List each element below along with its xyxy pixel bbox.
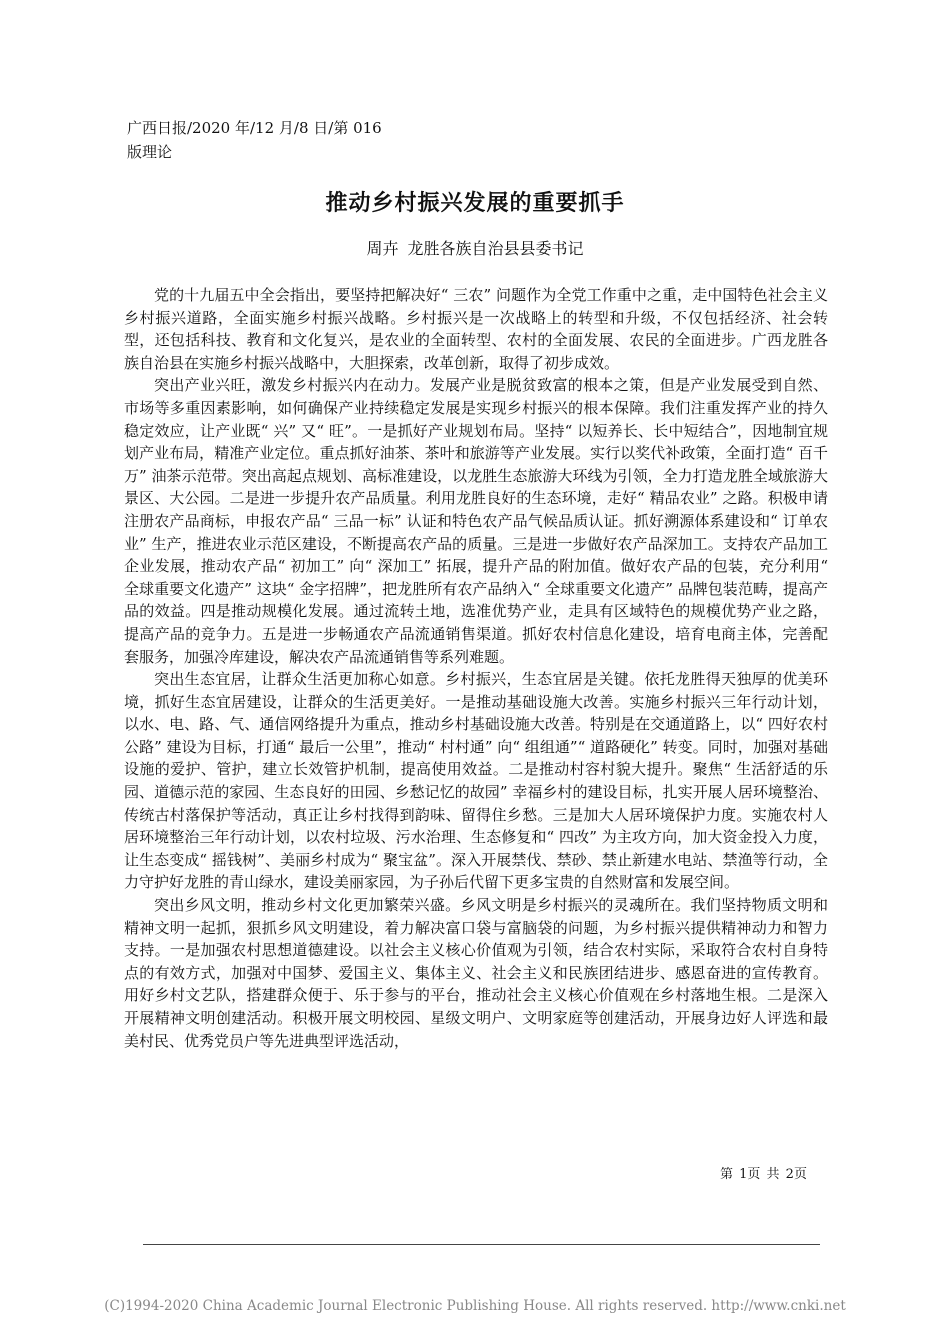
paragraph: 突出产业兴旺，激发乡村振兴内在动力。发展产业是脱贫致富的根本之策，但是产业发展受到自然、市场等多重因素影响，如何确保产业持续稳定发展是实现乡村振兴的根本保障。我们注重发挥产业的持久稳定效应，让产业既“ 兴” 又“ 旺”。一是抓好产业规划布局。坚持“ 以短养长、长中短结合”，因地制宜规划产业布局，精准产业定位。重点抓好油茶、茶叶和旅游等产业发展。实行以奖代补政策，全面打造“ 百千万” 油茶示范带。突出高起点规划、高标准建设，以龙胜生态旅游大环线为引领，全力打造龙胜全域旅游大景区、大公园。二是进一步提升农产品质量。利用龙胜良好的生态环境，走好“ 精品农业” 之路。积极申请注册农产品商标，申报农产品“ 三品一标” 认证和特色农产品气候品质认证。抓好溯源体系建设和“ 订单农业” 生产，推进农业示范区建设，不断提高农产品的质量。三是进一步做好农产品深加工。支持农产品加工企业发展，推动农产品“ 初加工” 向“ 深加工” 拓展，提升产品的附加值。做好农产品的包装，充分利用“ 全球重要文化遗产” 这块“ 金字招牌”，把龙胜所有农产品纳入“ 全球重要文化遗产” 品牌包装范畴，提高产品的效益。四是推动规模化发展。通过流转土地，选准优势产业，走具有区域特色的规模优势产业之路，提高产品的竞争力。五是进一步畅通农产品流通销售渠道。抓好农村信息化建设，培育电商主体，完善配套服务，加强冷库建设，解决农产品流通销售等系列难题。: [124, 376, 828, 666]
paragraph: 突出乡风文明，推动乡村文化更加繁荣兴盛。乡风文明是乡村振兴的灵魂所在。我们坚持物质文明和精神文明一起抓，狠抓乡风文明建设，着力解决富口袋与富脑袋的问题，为乡村振兴提供精神动力和智力支持。一是加强农村思想道德建设。以社会主义核心价值观为引领，结合农村实际，采取符合农村自身特点的有效方式，加强对中国梦、爱国主义、集体主义、社会主义和民族团结进步、感恩奋进的宣传教育。用好乡村文艺队，搭建群众便于、乐于参与的平台，推动社会主义核心价值观在乡村落地生根。二是深入开展精神文明创建活动。积极开展文明校园、星级文明户、文明家庭等创建活动，开展身边好人评选和最美村民、优秀党员户等先进典型评选活动，: [124, 896, 828, 1050]
article-author: 周卉 龙胜各族自治县县委书记: [366, 239, 584, 258]
paragraph: 突出生态宜居，让群众生活更加称心如意。乡村振兴，生态宜居是关键。依托龙胜得天独厚的优美环境，抓好生态宜居建设，让群众的生活更美好。一是推动基础设施大改善。实施乡村振兴三年行动计划，以水、电、路、气、通信网络提升为重点，推动乡村基础设施大改善。特别是在交通道路上，以“ 四好农村公路” 建设为目标，打通“ 最后一公里”，推动“ 村村通” 向“ 组组通”“ 道路硬化” 转变。同时，加强对基础设施的爱护、管护，建立长效管护机制，提高使用效益。二是推动村容村貌大提升。聚焦“ 生活舒适的乐园、道德示范的家园、生态良好的田园、乡愁记忆的故园” 幸福乡村的建设目标，扎实开展人居环境整治、传统古村落保护等活动，真正让乡村找得到韵味、留得住乡愁。三是加大人居环境保护力度。实施农村人居环境整治三年行动计划，以农村垃圾、污水治理、生态修复和“ 四改” 为主攻方向，加大资金投入力度，让生态变成“ 摇钱树”、美丽乡村成为“ 聚宝盆”。深入开展禁伐、禁砂、禁止新建水电站、禁渔等行动，全力守护好龙胜的青山绿水，建设美丽家园，为子孙后代留下更多宝贵的自然财富和发展空间。: [124, 670, 828, 892]
article-body: [124, 284, 828, 1052]
paragraph: 党的十九届五中全会指出，要坚持把解决好“ 三农” 问题作为全党工作重中之重，走中国特色社会主义乡村振兴道路，全面实施乡村振兴战略。乡村振兴是一次战略上的转型和升级，不仅包括经济、社会转型，还包括科技、教育和文化复兴，是农业的全面转型、农村的全面发展、农民的全面进步。广西龙胜各族自治县在实施乡村振兴战略中，大胆探索，改革创新，取得了初步成效。: [124, 286, 828, 372]
source-line: 广西日报/2020 年/12 月/8 日/第 016 版理论: [127, 119, 382, 161]
footer-divider: [143, 1244, 820, 1245]
copyright-notice: (C)1994-2020 China Academic Journal Electronic Publishing House. All rights reserved. http://www.cnki.net: [104, 1298, 846, 1314]
article-title: 推动乡村振兴发展的重要抓手: [325, 191, 625, 216]
page-number: 第 1页 共 2页: [720, 1167, 807, 1182]
